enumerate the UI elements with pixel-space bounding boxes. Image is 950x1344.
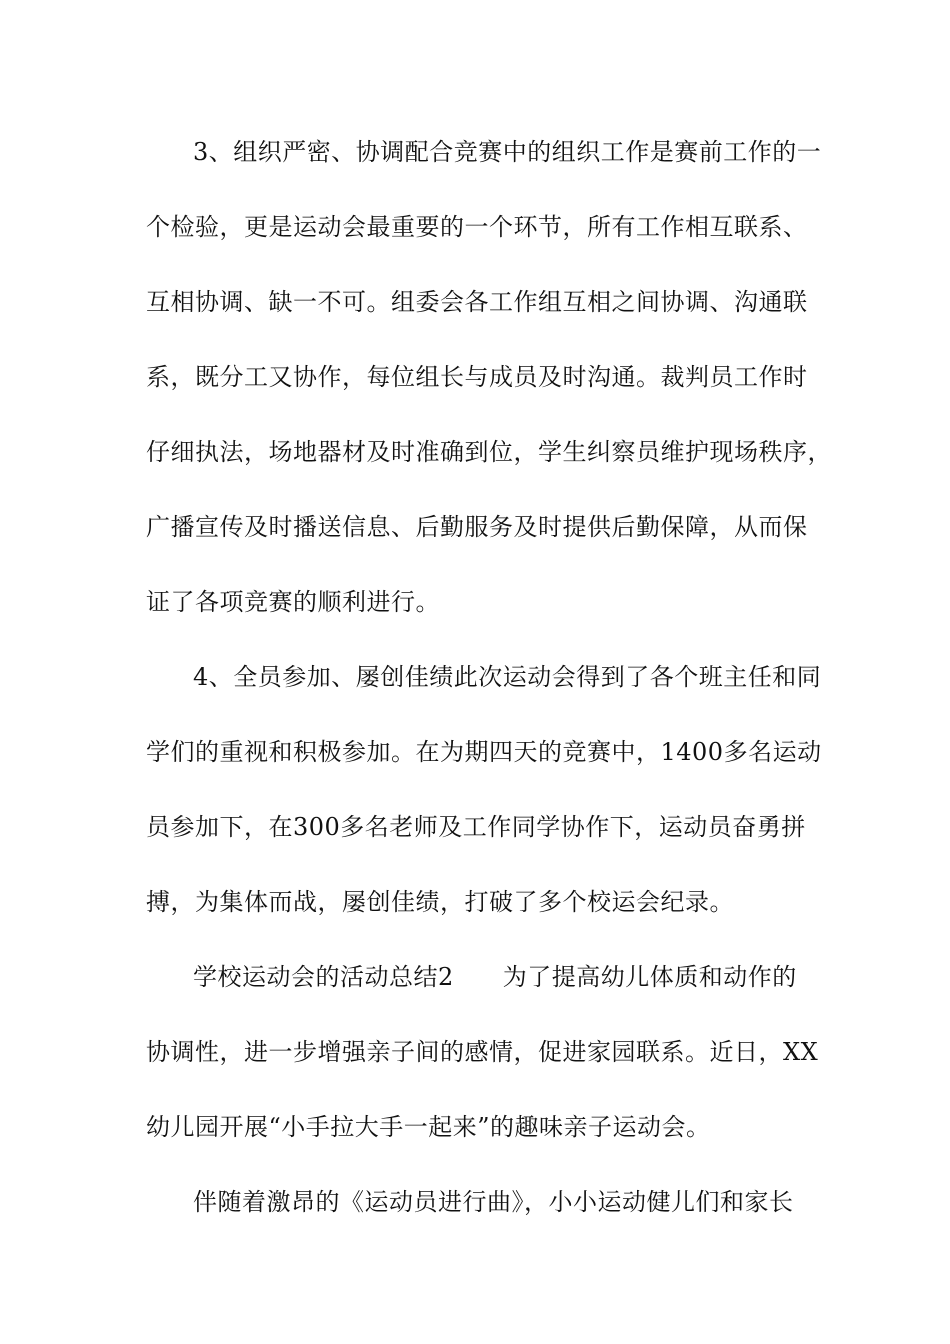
paragraph-1-line-6: 广播宣传及时播送信息、后勤服务及时提供后勤保障，从而保 <box>146 513 808 541</box>
paragraph-2-line-4: 搏，为集体而战，屡创佳绩，打破了多个校运会纪录。 <box>146 888 734 916</box>
paragraph-2-line-2: 学们的重视和积极参加。在为期四天的竞赛中，1400多名运动 <box>146 738 822 766</box>
paragraph-2-line-3: 员参加下，在300多名老师及工作同学协作下，运动员奋勇拼 <box>146 813 806 841</box>
paragraph-1-line-5: 仔细执法，场地器材及时准确到位，学生纠察员维护现场秩序， <box>146 438 832 466</box>
paragraph-1-line-7: 证了各项竞赛的顺利进行。 <box>146 588 440 616</box>
paragraph-1-line-3: 互相协调、缺一不可。组委会各工作组互相之间协调、沟通联 <box>146 288 808 316</box>
paragraph-3-line-3: 幼儿园开展“小手拉大手一起来”的趣味亲子运动会。 <box>146 1113 711 1141</box>
paragraph-3-line-1: 学校运动会的活动总结2 为了提高幼儿体质和动作的 <box>193 963 797 991</box>
paragraph-1-line-2: 个检验，更是运动会最重要的一个环节，所有工作相互联系、 <box>146 213 808 241</box>
paragraph-3-line-2: 协调性，进一步增强亲子间的感情，促进家园联系。近日，XX <box>146 1038 819 1066</box>
paragraph-2-line-1: 4、全员参加、屡创佳绩此次运动会得到了各个班主任和同 <box>193 663 822 691</box>
paragraph-4-line-1: 伴随着激昂的《运动员进行曲》，小小运动健儿们和家长 <box>193 1188 794 1216</box>
paragraph-1-line-1: 3、组织严密、协调配合竞赛中的组织工作是赛前工作的一 <box>193 138 822 166</box>
paragraph-1-line-4: 系，既分工又协作，每位组长与成员及时沟通。裁判员工作时 <box>146 363 808 391</box>
